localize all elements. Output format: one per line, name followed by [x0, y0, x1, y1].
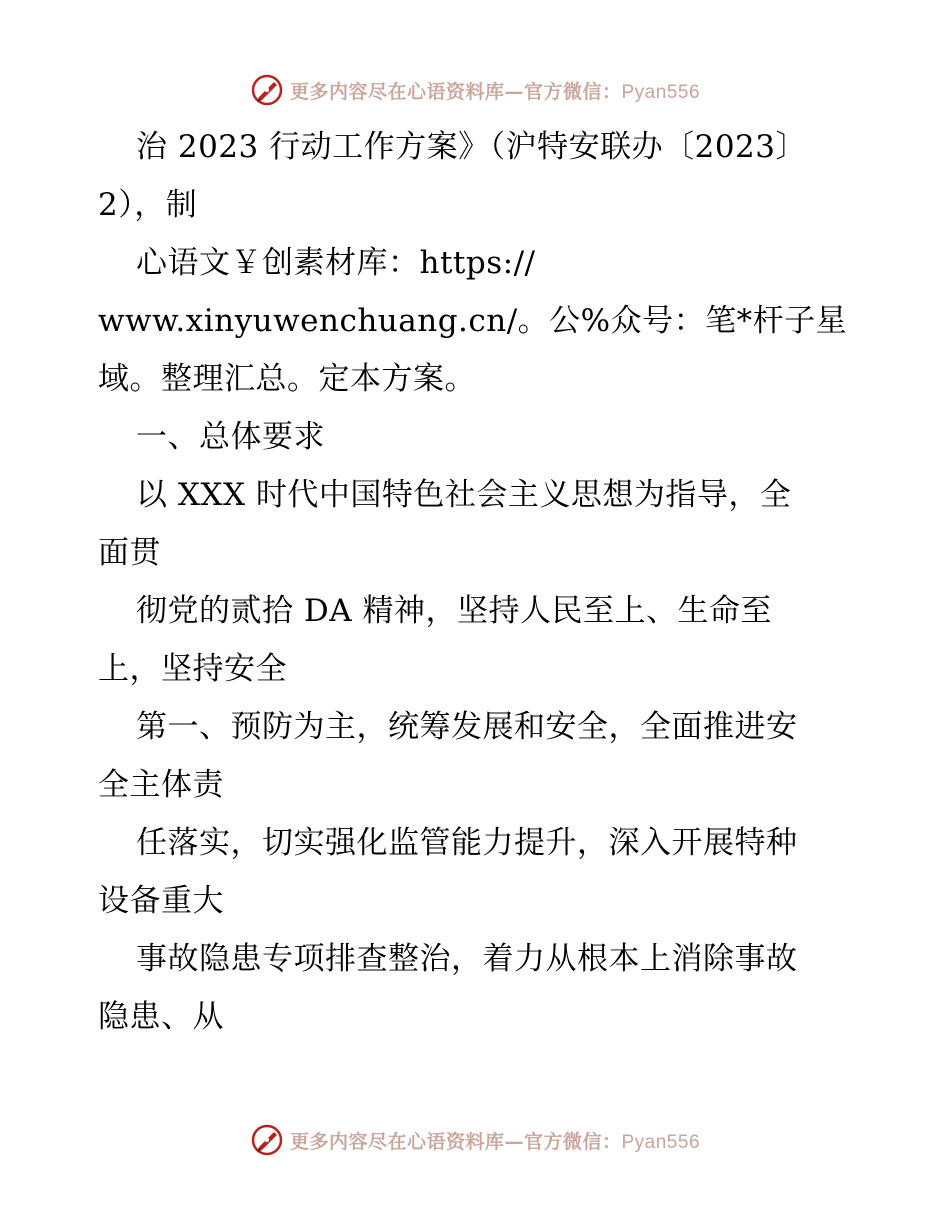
document-body: [98, 118, 853, 1046]
text-line: 隐患、从: [98, 999, 224, 1035]
text-line: 面贯: [98, 535, 161, 571]
watermark-text: 更多内容尽在心语资料库—官方微信：Pyan556: [289, 80, 701, 103]
watermark-text: 更多内容尽在心语资料库—官方微信：Pyan556: [289, 1130, 701, 1153]
text-line: 以 XXX 时代中国特色社会主义思想为指导，全: [136, 477, 792, 513]
text-line: 心语文￥创素材库：https://: [136, 245, 536, 281]
header-watermark: [0, 70, 950, 110]
section-heading: 一、总体要求: [136, 419, 325, 455]
text-line: 域。整理汇总。定本方案。: [98, 361, 476, 397]
text-line: 全主体责: [98, 767, 224, 803]
text-line: 彻党的贰拾 DA 精神，坚持人民至上、生命至: [136, 593, 772, 629]
text-line: 第一、预防为主，统筹发展和安全，全面推进安: [136, 709, 798, 745]
text-line: 治 2023 行动工作方案》（沪特安联办〔2023〕: [136, 129, 807, 165]
pen-logo-icon: [250, 1123, 284, 1157]
footer-watermark: [0, 1120, 950, 1160]
text-line: 设备重大: [98, 883, 224, 919]
text-line: 上，坚持安全: [98, 651, 287, 687]
text-line: 2），制: [98, 187, 198, 223]
pen-logo-icon: [250, 73, 284, 107]
text-line: 任落实，切实强化监管能力提升，深入开展特种: [136, 825, 798, 861]
text-line: www.xinyuwenchuang.cn/。公%众号：笔*杆子星: [98, 303, 848, 339]
text-line: 事故隐患专项排查整治，着力从根本上消除事故: [136, 941, 798, 977]
